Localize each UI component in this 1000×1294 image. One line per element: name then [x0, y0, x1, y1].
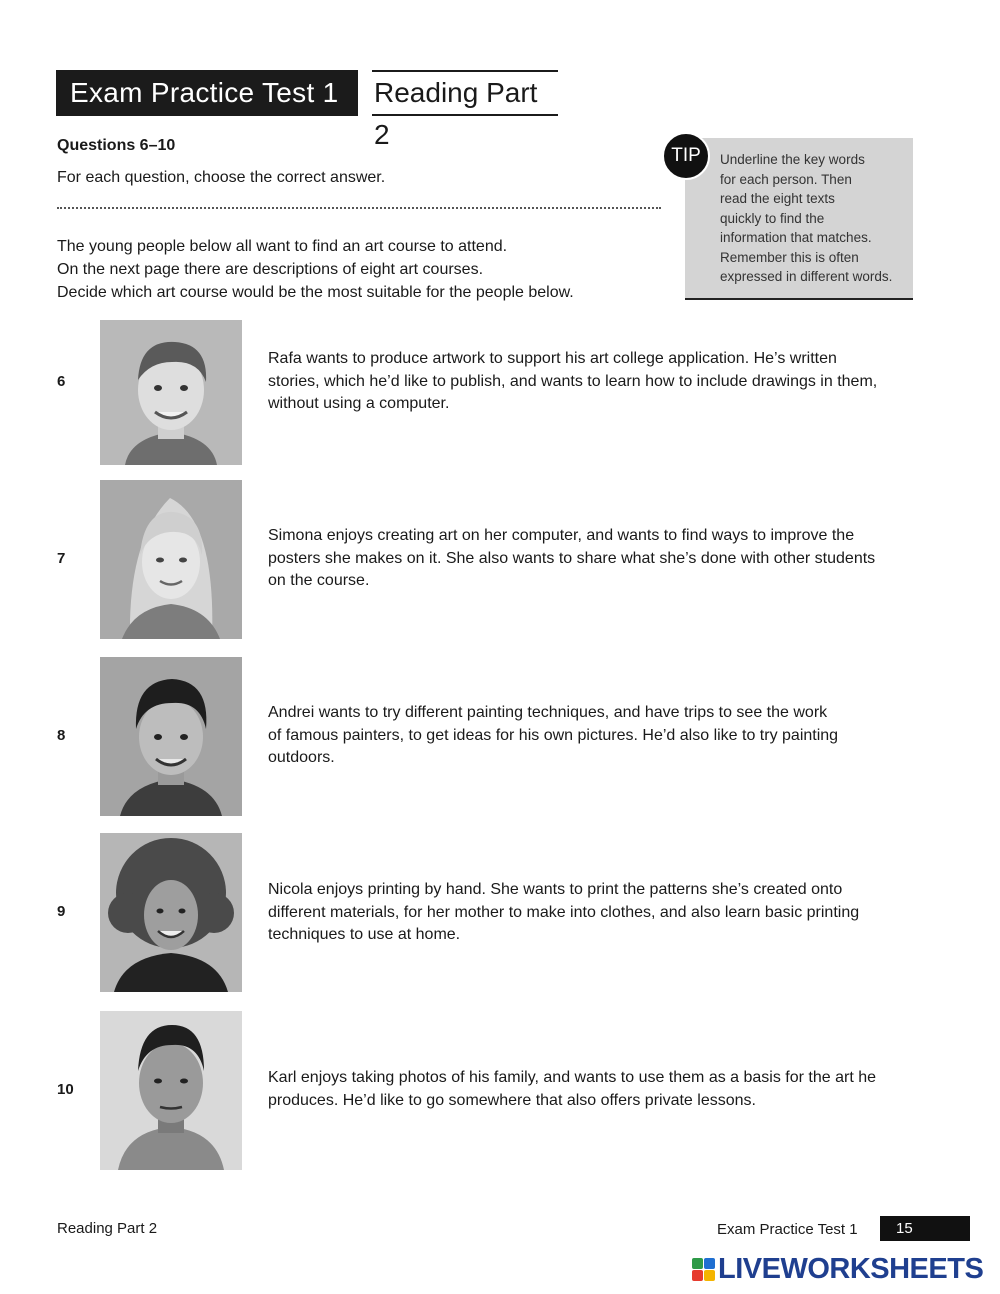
question-line: produces. He’d like to go somewhere that also offers private lessons. — [268, 1091, 756, 1109]
question-line: different materials, for her mother to make into clothes, and also learn basic printing — [268, 903, 860, 921]
tip-line: quickly to find the — [720, 210, 825, 226]
question-line: outdoors. — [268, 749, 335, 766]
footer-section-label: Reading Part 2 — [57, 1220, 158, 1237]
question-text — [268, 1067, 918, 1112]
photo-simona — [100, 480, 242, 639]
tip-line: Remember this is often — [720, 249, 859, 265]
liveworksheets-logo[interactable] — [692, 1253, 983, 1285]
photo-nicola — [100, 833, 242, 992]
tip-line: Underline the key words — [720, 152, 865, 167]
question-line: without using a computer. — [268, 395, 450, 412]
question-line: techniques to use at home. — [268, 926, 461, 943]
question-line: Andrei wants to try different painting techniques, and have trips to see the work — [268, 704, 828, 721]
question-line: Simona enjoys creating art on her computer, and wants to find ways to improve the — [268, 527, 855, 544]
photo-rafa — [100, 320, 242, 465]
question-line: of famous painters, to get ideas for his own pictures. He’d also like to try painting — [268, 726, 839, 744]
intro-paragraph — [57, 235, 677, 304]
intro-line: Decide which art course would be the most suitable for the people below. — [57, 284, 574, 301]
question-number: 10 — [57, 1081, 74, 1098]
question-line: Nicola enjoys printing by hand. She wants to print the patterns she’s created onto — [268, 881, 843, 898]
section-title: Reading Part 2 — [372, 70, 558, 116]
question-number: 7 — [57, 550, 66, 567]
tip-line: expressed in different words. — [720, 269, 893, 284]
questions-heading: Questions 6–10 — [57, 137, 176, 154]
tip-box — [685, 138, 913, 300]
question-line: on the course. — [268, 572, 370, 589]
tip-badge: TIP — [662, 132, 710, 180]
tip-line: for each person. Then — [720, 171, 852, 187]
question-text — [268, 702, 918, 770]
page-number: 15 — [880, 1216, 970, 1241]
tip-line: information that matches. — [720, 230, 872, 245]
question-text — [268, 525, 918, 593]
question-number: 6 — [57, 373, 66, 390]
question-line: posters she makes on it. She also wants to share what she’s done with other students — [268, 549, 876, 567]
question-number: 8 — [57, 727, 66, 744]
tip-line: read the eight texts — [720, 191, 835, 206]
intro-line: On the next page there are descriptions of eight art courses. — [57, 261, 484, 278]
dotted-divider — [57, 207, 661, 209]
question-number: 9 — [57, 903, 66, 920]
footer-test-label: Exam Practice Test 1 — [717, 1221, 858, 1238]
question-text — [268, 348, 918, 416]
instruction-text: For each question, choose the correct answer. — [57, 169, 386, 186]
test-title: Exam Practice Test 1 — [56, 70, 358, 116]
photo-andrei — [100, 657, 242, 816]
logo-icon — [692, 1258, 715, 1281]
question-line: Karl enjoys taking photos of his family, and wants to use them as a basis for the art he — [268, 1069, 877, 1086]
question-text — [268, 879, 918, 947]
photo-karl — [100, 1011, 242, 1170]
intro-line: The young people below all want to find an art course to attend. — [57, 238, 508, 255]
brand-name: LIVEWORKSHEETS — [718, 1252, 984, 1285]
question-line: stories, which he’d like to publish, and wants to learn how to include drawings in them, — [268, 372, 878, 390]
question-line: Rafa wants to produce artwork to support his art college application. He’s written — [268, 350, 837, 367]
